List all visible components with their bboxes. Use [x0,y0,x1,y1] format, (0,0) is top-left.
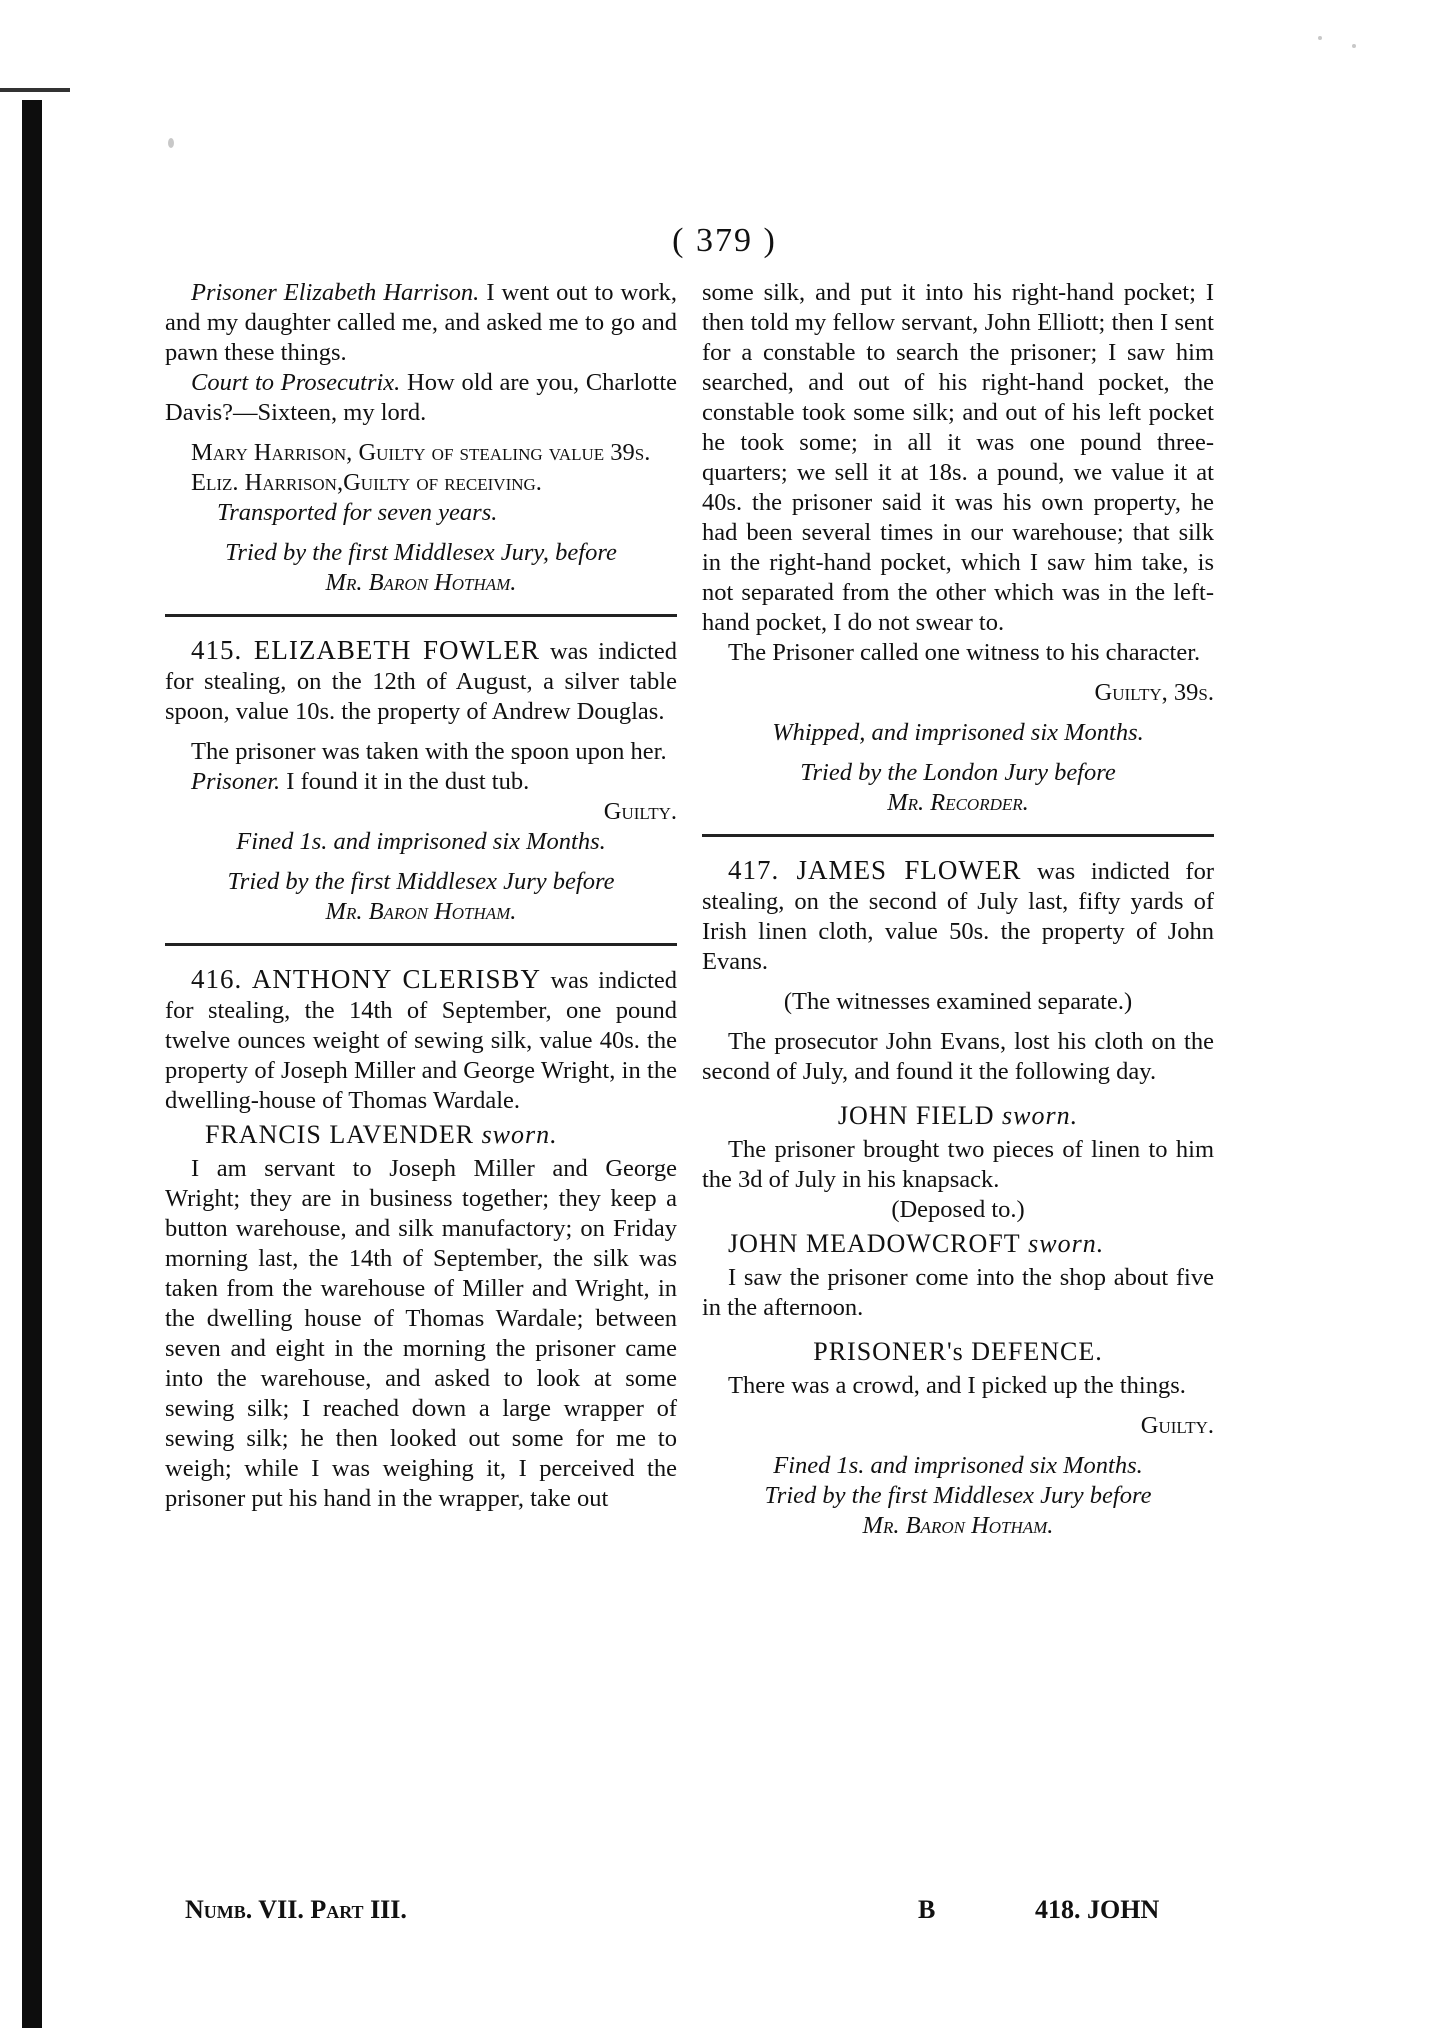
examination-note: (The witnesses examined separate.) [783,988,1133,1015]
speaker-name: Court to Prosecutrix. [191,369,401,396]
signature-mark: B [918,1895,936,1924]
testimony: I saw the prisoner come into the shop about five in the afternoon. [702,1264,1214,1321]
case-divider [165,614,677,617]
binding-mark [0,88,70,92]
case-415-prisoner: Prisoner. I found it in the dust tub. [191,768,530,795]
statement-text: I went out to work, and my daughter called me, and asked me to go and pawn these things. [165,279,678,366]
judge-line: Mr. Recorder. [887,789,1029,816]
page-binding-edge [22,100,42,2028]
prosecutor-statement: The prosecutor John Evans, lost his cloth on the second of July, and found it the following day. [702,1028,1214,1085]
case-415-indictment: 415. ELIZABETH FOWLER was indicted for stealing, on the 12th of August, a silver table spoon, value 10s. the property of Andrew Douglas. [165,635,677,725]
case-heading: 417. JAMES FLOWER [728,855,1022,885]
character-note: The Prisoner called one witness to his character. [728,639,1201,666]
jury-line: Tried by the first Middlesex Jury before [227,868,615,895]
scan-speck [168,138,174,148]
catchword: 418. JOHN [1035,1895,1160,1924]
statement-prisoner [165,278,677,368]
jury-line: Tried by the first Middlesex Jury, before [225,539,617,566]
jury-line: Tried by the first Middlesex Jury before [764,1482,1152,1509]
witness-heading: FRANCIS LAVENDER sworn. [205,1120,558,1149]
left-column [165,278,677,1514]
statement-court [165,368,677,428]
case-417-indictment: 417. JAMES FLOWER was indicted for stealing, on the second of July last, fifty yards of Irish linen cloth, value 50s. the property of John Evans. [702,855,1214,975]
verdict-text: Guilty of stealing value 39s. [352,439,651,466]
case-417-verdict: Guilty. [1140,1412,1214,1439]
testimony: The prisoner brought two pieces of linen to him the 3d of July in his knapsack. [702,1136,1214,1193]
judge-line: Mr. Baron Hotham. [325,569,517,596]
case-heading: 415. ELIZABETH FOWLER [191,635,540,665]
deposed-note: (Deposed to.) [891,1196,1025,1223]
judge-line: Mr. Baron Hotham. [862,1512,1054,1539]
judge-line: Mr. Baron Hotham. [325,898,517,925]
case-417-sentence: Fined 1s. and imprisoned six Months. [773,1452,1143,1479]
verdict-text: Guilty of receiving. [343,469,542,496]
case-415-verdict: Guilty. [603,798,677,825]
sentence: Transported for seven years. [217,499,498,526]
speaker-name: Prisoner Elizabeth Harrison. [191,279,480,306]
issue-number: Numb. VII. Part III. [185,1895,407,1924]
case-416-indictment: 416. ANTHONY CLERISBY was indicted for stealing, the 14th of September, one pound twelve ounces weight of sewing silk, value 40s. the property of Joseph Miller and George Wright, in the dwelling-house of Thomas Wardale. [165,964,677,1114]
defence-heading: PRISONER's DEFENCE. [813,1337,1103,1366]
defendant-name: Mary Harrison, [191,439,353,466]
witness-heading: JOHN MEADOWCROFT sworn. [728,1229,1105,1258]
right-column [702,278,1214,1541]
statement-text: How old are you, Charlotte Davis?—Sixteen, my lord. [165,369,677,426]
scan-speck [1352,44,1356,48]
jury-line: Tried by the London Jury before [800,759,1116,786]
case-heading: 416. ANTHONY CLERISBY [191,964,541,994]
testimony: I am servant to Joseph Miller and George Wright; they are in business together; they keep a button warehouse, and silk manufactory; on Friday morning last, the 14th of September, the silk was taken from the warehouse of Miller and Wright, in the dwelling house of Thomas Wardale; between seven and eight in the morning the prisoner came into the warehouse, and asked to look at some sewing silk; I reached down a large wrapper of sewing silk; he then looked out some for me to weigh; while I was weighing it, I perceived the prisoner put his hand in the wrapper, take out [165,1155,677,1512]
case-415-statement: The prisoner was taken with the spoon upon her. [191,738,667,765]
case-415-sentence: Fined 1s. and imprisoned six Months. [236,828,606,855]
verdict-eliz [165,468,677,498]
case-divider [702,834,1214,837]
page-number: ( 379 ) [672,222,777,259]
verdict-mary [191,438,677,468]
testimony-continued: some silk, and put it into his right-hand pocket; I then told my fellow servant, John Elliott; then I sent for a constable to search the prisoner; I saw him searched, and out of his right-hand pocket, the constable took some silk; and out of his left pocket he took some; in all it was one pound three-quarters; we sell it at 18s. a pound, we value it at 40s. the prisoner said it was his own property, he had been several times in our warehouse; that silk in the right-hand pocket, which I saw him take, is not separated from the other which was in the left-hand pocket, I do not swear to. [702,279,1214,636]
case-divider [165,943,677,946]
case-416-sentence: Whipped, and imprisoned six Months. [772,719,1144,746]
case-416-verdict: Guilty, 39s. [1094,679,1214,706]
scan-speck [1318,36,1322,40]
defence-statement: There was a crowd, and I picked up the things. [728,1372,1186,1399]
witness-heading: JOHN FIELD sworn. [837,1101,1079,1130]
defendant-name: Eliz. Harrison, [191,469,344,496]
